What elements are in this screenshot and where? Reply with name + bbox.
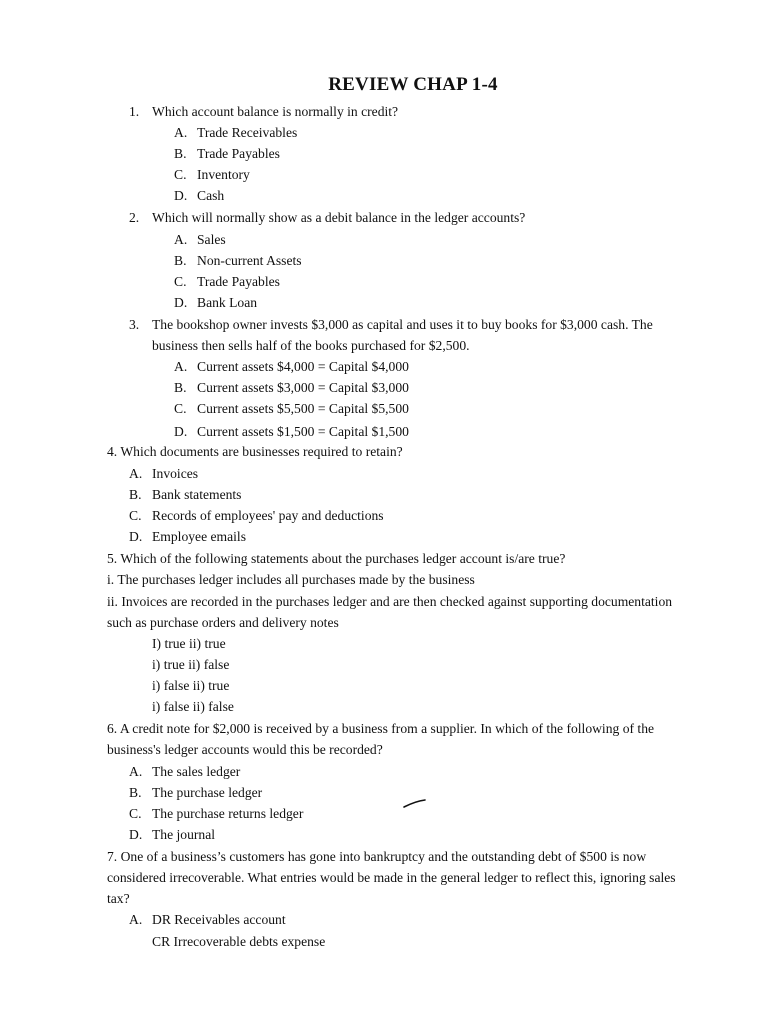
q1-option-d-letter: D. [174,188,188,203]
q5-option-3: i) false ii) true [152,678,230,693]
q6-option-c-letter: C. [129,806,142,821]
q3-option-a-letter: A. [174,359,188,374]
q4-option-c: Records of employees' pay and deductions [152,508,384,523]
page-title: REVIEW CHAP 1-4 [328,74,498,95]
q7-text-line2: considered irrecoverable. What entries would be made in the general ledger to reflect this, ignoring sales [107,870,676,885]
q1-text: Which account balance is normally in credit? [152,104,399,119]
q6-option-b-letter: B. [129,785,142,800]
q1-option-b: Trade Payables [197,146,280,161]
q7-option-a-line2: CR Irrecoverable debts expense [152,934,326,949]
q7-text-line1: 7. One of a business’s customers has gone into bankruptcy and the outstanding debt of $500 is now [107,849,647,864]
q7-text-line3: tax? [107,891,130,906]
q2-option-a-letter: A. [174,232,188,247]
q3-option-a: Current assets $4,000 = Capital $4,000 [197,359,409,374]
q5-statement-2-line1: ii. Invoices are recorded in the purchases ledger and are then checked against supporting documentation [107,594,673,609]
q2-option-b: Non-current Assets [197,253,302,268]
q1-option-c: Inventory [197,167,250,182]
q3-option-d-letter: D. [174,424,188,439]
q2-option-c: Trade Payables [197,274,280,289]
handwritten-check-mark [402,798,428,810]
q3-text-line1: The bookshop owner invests $3,000 as capital and uses it to buy books for $3,000 cash. The [152,317,653,332]
q2-text: Which will normally show as a debit balance in the ledger accounts? [152,210,526,225]
q2-option-d: Bank Loan [197,295,258,310]
q1-option-c-letter: C. [174,167,187,182]
q4-option-c-letter: C. [129,508,142,523]
q3-text-line2: business then sells half of the books purchased for $2,500. [152,338,470,353]
q6-option-a: The sales ledger [152,764,241,779]
q1-option-b-letter: B. [174,146,187,161]
q6-option-c: The purchase returns ledger [152,806,304,821]
q5-text: 5. Which of the following statements about the purchases ledger account is/are true? [107,551,566,566]
q4-text: 4. Which documents are businesses required to retain? [107,444,403,459]
q3-number: 3. [129,317,140,332]
q3-option-b: Current assets $3,000 = Capital $3,000 [197,380,409,395]
q6-text-line1: 6. A credit note for $2,000 is received by a business from a supplier. In which of the following of the [107,721,655,736]
q2-option-d-letter: D. [174,295,188,310]
q5-option-2: i) true ii) false [152,657,230,672]
q4-option-b: Bank statements [152,487,242,502]
q1-number: 1. [129,104,140,119]
q6-option-d-letter: D. [129,827,143,842]
q6-option-d: The journal [152,827,216,842]
q5-statement-1: i. The purchases ledger includes all purchases made by the business [107,572,475,587]
q3-option-d: Current assets $1,500 = Capital $1,500 [197,424,409,439]
q4-option-a-letter: A. [129,466,143,481]
q5-option-1: I) true ii) true [152,636,226,651]
q4-option-d-letter: D. [129,529,143,544]
q6-option-b: The purchase ledger [152,785,263,800]
q1-option-a-letter: A. [174,125,188,140]
q2-option-b-letter: B. [174,253,187,268]
q7-option-a-line1: DR Receivables account [152,912,286,927]
q6-text-line2: business's ledger accounts would this be recorded? [107,742,383,757]
q5-option-4: i) false ii) false [152,699,234,714]
q3-option-b-letter: B. [174,380,187,395]
q4-option-b-letter: B. [129,487,142,502]
q1-option-d: Cash [197,188,225,203]
q7-option-a-letter: A. [129,912,143,927]
q3-option-c-letter: C. [174,401,187,416]
q6-option-a-letter: A. [129,764,143,779]
q3-option-c: Current assets $5,500 = Capital $5,500 [197,401,409,416]
q1-option-a: Trade Receivables [197,125,298,140]
q2-number: 2. [129,210,140,225]
q4-option-d: Employee emails [152,529,246,544]
q2-option-c-letter: C. [174,274,187,289]
q2-option-a: Sales [197,232,226,247]
q5-statement-2-line2: such as purchase orders and delivery notes [107,615,339,630]
q4-option-a: Invoices [152,466,199,481]
